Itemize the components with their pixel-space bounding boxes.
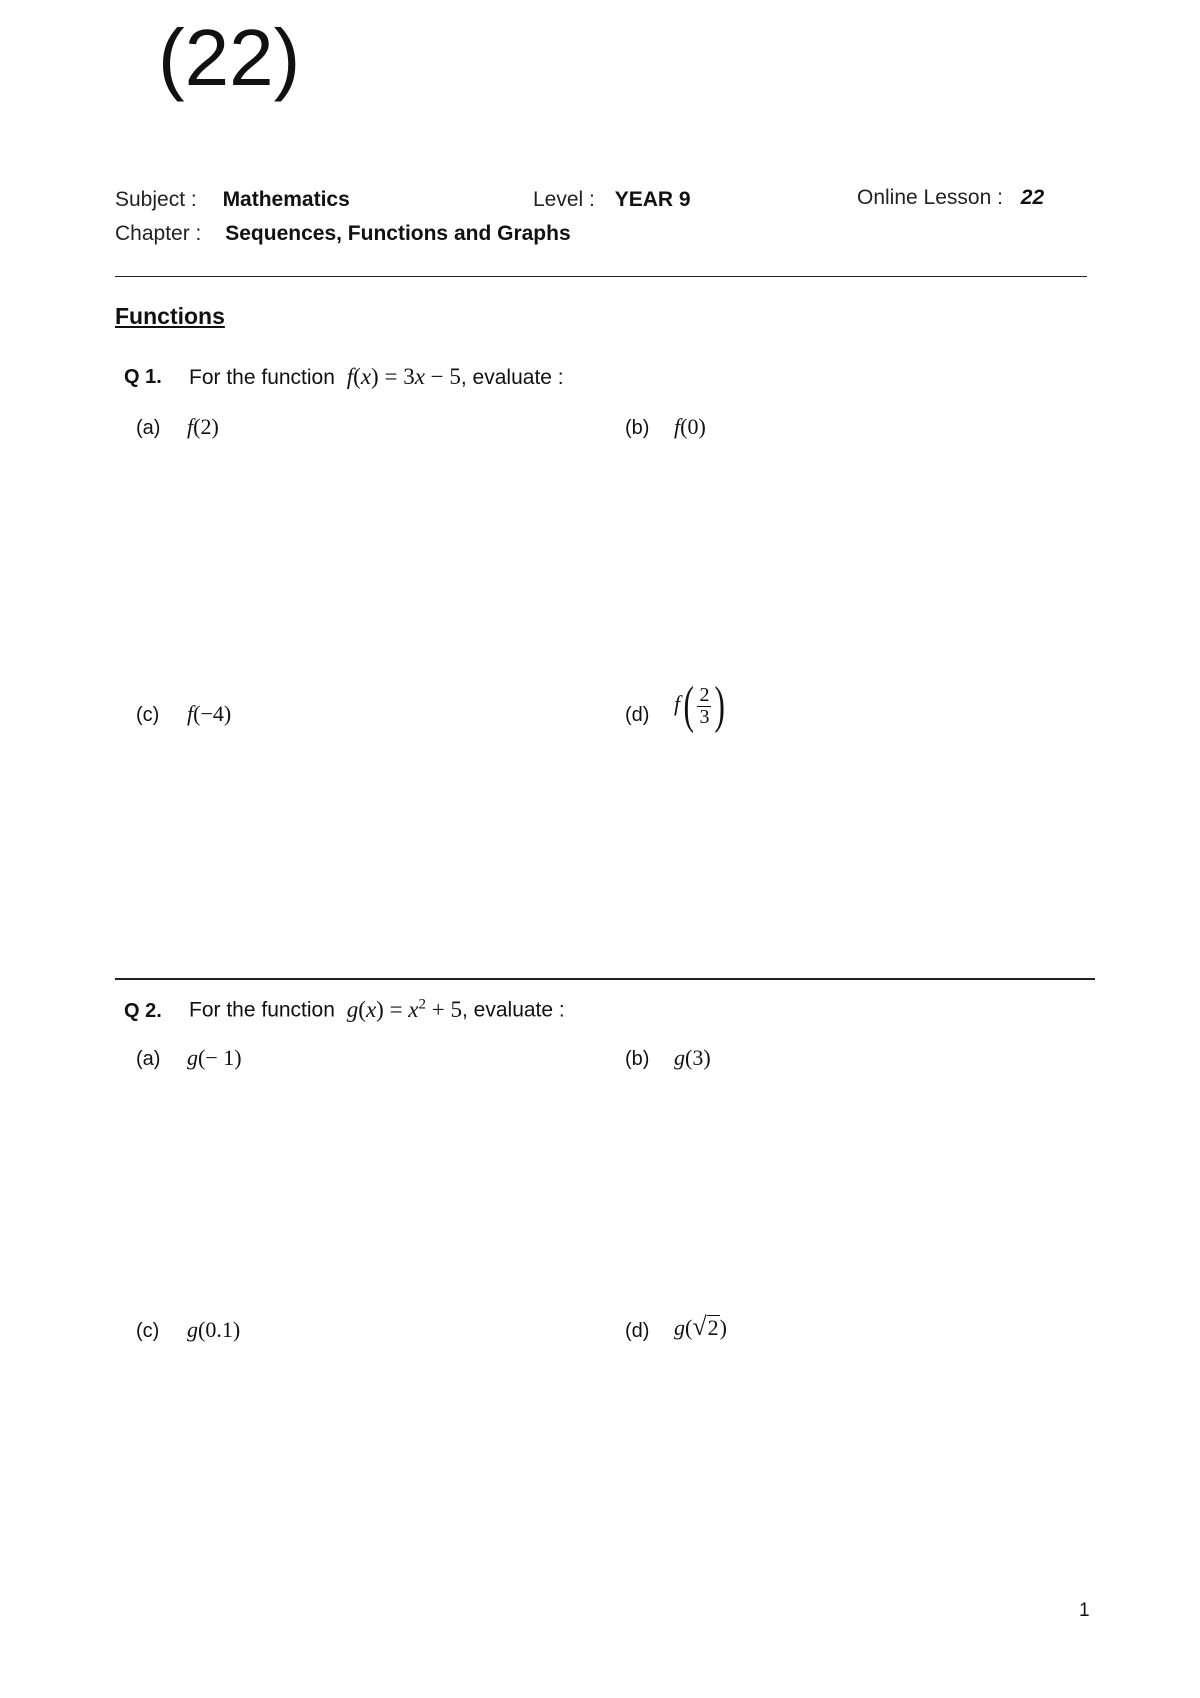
q2-label: Q 2. xyxy=(124,1000,162,1022)
subject-label: Subject : xyxy=(115,188,197,211)
q1-part-a-label: (a) xyxy=(136,417,161,439)
subject-field xyxy=(115,188,350,212)
q2-part-b-label: (b) xyxy=(625,1048,650,1070)
q2-part-c-label: (c) xyxy=(136,1320,160,1342)
question-divider xyxy=(115,978,1095,980)
q2-part-c-expression: g(0.1) xyxy=(187,1317,241,1342)
level-field xyxy=(533,188,691,212)
q1-part-b-label: (b) xyxy=(625,417,650,439)
subject-value: Mathematics xyxy=(222,188,350,211)
q1-part-d-fraction: $\frac{2}{3}$ xyxy=(699,683,710,728)
q1-function-definition: f(x) = 3x − 5 xyxy=(346,364,461,389)
q2-part-a-expression: g(− 1) xyxy=(187,1045,242,1070)
page-number: 1 xyxy=(1079,1600,1090,1621)
q1-part-a-expression: f(2) xyxy=(187,414,219,439)
q2-suffix: , evaluate : xyxy=(462,998,565,1022)
q2-part-a-label: (a) xyxy=(136,1048,161,1070)
header-divider xyxy=(115,276,1087,277)
q1-part-c-label: (c) xyxy=(136,704,160,726)
q1-part-c-expression: f(−4) xyxy=(187,701,232,726)
q2-prefix: For the function xyxy=(189,998,335,1022)
online-lesson-value: 22 xyxy=(1020,186,1045,209)
q2-part-b-expression: g(3) xyxy=(674,1045,711,1070)
q1-prompt xyxy=(189,364,564,390)
level-label: Level : xyxy=(533,188,595,211)
chapter-field xyxy=(115,222,571,246)
online-lesson-label: Online Lesson : xyxy=(857,186,1003,209)
chapter-value: Sequences, Functions and Graphs xyxy=(225,222,571,245)
q1-prefix: For the function xyxy=(189,366,335,389)
q1-part-b-expression: f(0) xyxy=(674,414,706,439)
q2-function-definition: $g(x) = x^2 + 5$ xyxy=(346,996,462,1022)
q2-part-d-expression: g( √ 2 ) xyxy=(674,1312,727,1341)
section-title: Functions xyxy=(115,303,225,329)
lesson-number-heading: (22) xyxy=(158,13,301,102)
q1-label: Q 1. xyxy=(124,366,162,388)
square-root-symbol: √ 2 xyxy=(692,1312,719,1341)
q1-suffix: , evaluate : xyxy=(460,366,564,389)
q2-prompt xyxy=(189,996,565,1023)
q1-part-d-label: (d) xyxy=(625,704,650,726)
online-lesson-field xyxy=(857,186,1044,210)
chapter-label: Chapter : xyxy=(115,222,202,245)
level-value: YEAR 9 xyxy=(614,188,691,211)
q1-part-d-expression: f( $\frac{2}{3}$ ) xyxy=(674,677,726,734)
q2-part-d-label: (d) xyxy=(625,1320,650,1342)
